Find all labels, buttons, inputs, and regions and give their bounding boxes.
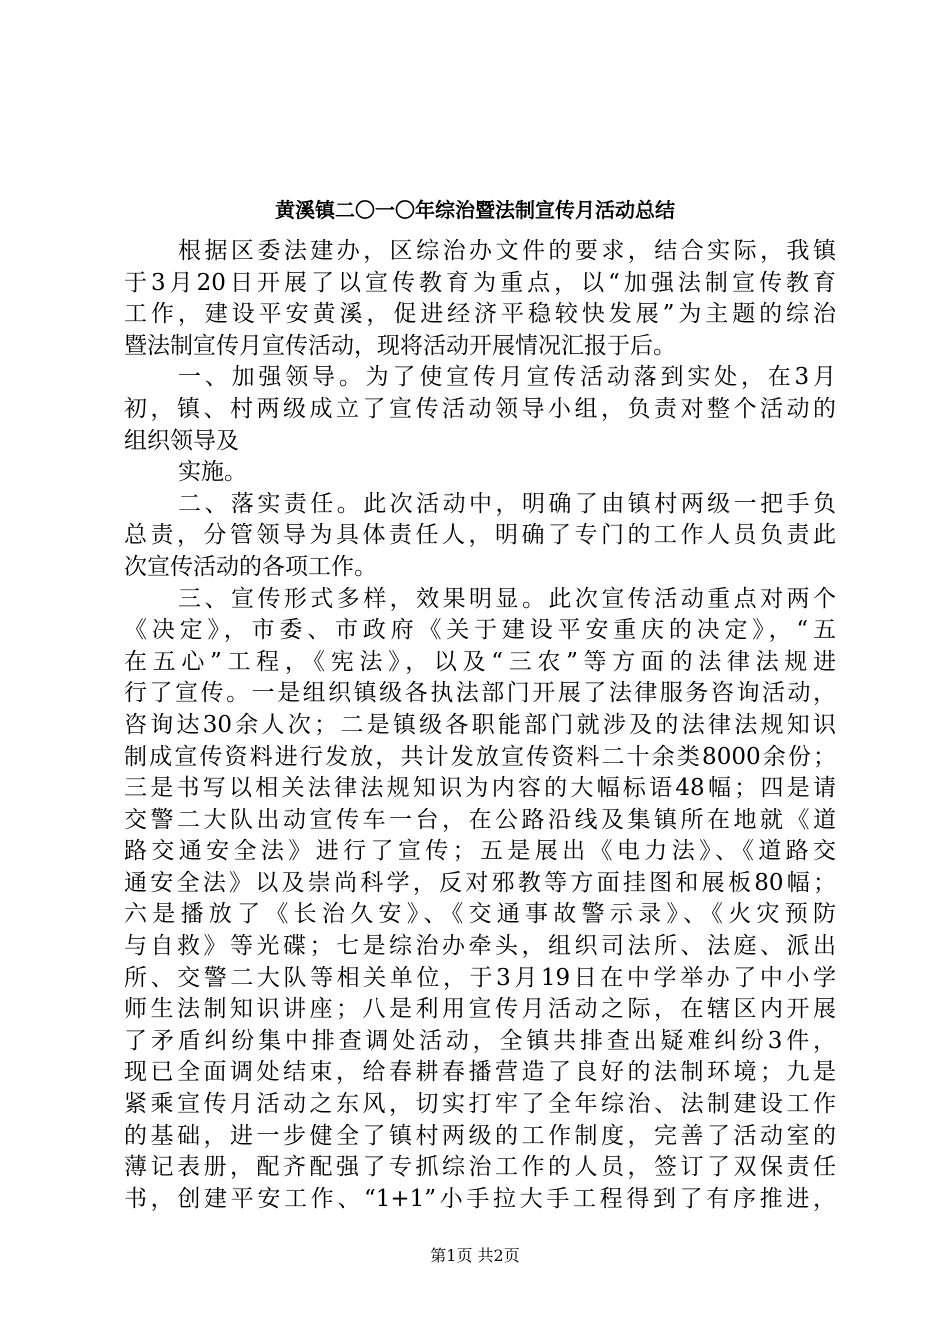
text-line: 路交通安全法》进行了宣传；五是展出《电力法》、《道路交 (124, 838, 836, 865)
text-line: 所、交警二大队等相关单位，于3月19日在中学举办了中小学 (124, 964, 836, 991)
text-line: 总责，分管领导为具体责任人，明确了专门的工作人员负责此 (124, 522, 836, 549)
text-line: 行了宣传。一是组织镇级各执法部门开展了法律服务咨询活动， (124, 680, 836, 707)
text-line: 了矛盾纠纷集中排查调处活动，全镇共排查出疑难纠纷3件， (124, 1027, 836, 1054)
text-line: 次宣传活动的各项工作。 (124, 553, 377, 580)
text-line: 实施。 (178, 459, 247, 486)
text-line: 的基础，进一步健全了镇村两级的工作制度，完善了活动室的 (124, 1122, 836, 1149)
text-line: 与自救》等光碟；七是综治办牵头，组织司法所、法庭、派出 (124, 933, 836, 960)
document-body (124, 236, 836, 1215)
text-line: 咨询达30余人次；二是镇级各职能部门就涉及的法律法规知识 (124, 711, 836, 738)
text-line: 交警二大队出动宣传车一台，在公路沿线及集镇所在地就《道 (124, 806, 836, 833)
text-line: 暨法制宣传月宣传活动，现将活动开展情况汇报于后。 (124, 332, 676, 359)
text-line: 三是书写以相关法律法规知识为内容的大幅标语48幅；四是请 (124, 775, 836, 802)
page-footer: 第1页 共2页 (430, 1246, 520, 1265)
text-line: 工作，建设平安黄溪，促进经济平稳较快发展”为主题的综治 (124, 301, 836, 328)
text-line: 《决定》，市委、市政府《关于建设平安重庆的决定》，“五 (124, 617, 836, 644)
text-line: 现已全面调处结束，给春耕春播营造了良好的法制环境；九是 (124, 1059, 836, 1086)
document-title: 黄溪镇二〇一〇年综治暨法制宣传月活动总结 (275, 198, 675, 222)
text-line: 在五心”工程，《宪法》，以及“三农”等方面的法律法规进 (124, 648, 836, 675)
text-line: 师生法制知识讲座；八是利用宣传月活动之际，在辖区内开展 (124, 996, 836, 1023)
text-line: 初，镇、村两级成立了宣传活动领导小组，负责对整个活动的 (124, 395, 836, 422)
text-line: 六是播放了《长治久安》、《交通事故警示录》、《火灾预防 (124, 901, 836, 928)
text-line: 紧乘宣传月活动之东风，切实打牢了全年综治、法制建设工作 (124, 1091, 836, 1118)
text-line: 组织领导及 (124, 427, 239, 454)
text-line: 制成宣传资料进行发放，共计发放宣传资料二十余类8000余份； (124, 743, 836, 770)
text-line: 通安全法》以及崇尚科学，反对邪教等方面挂图和展板80幅； (124, 869, 836, 896)
text-line: 于3月20日开展了以宣传教育为重点，以“加强法制宣传教育 (124, 269, 836, 296)
text-line: 三、宣传形式多样，效果明显。此次宣传活动重点对两个 (178, 585, 836, 612)
text-line: 二、落实责任。此次活动中，明确了由镇村两级一把手负 (178, 490, 836, 517)
text-line: 薄记表册，配齐配强了专抓综治工作的人员，签订了双保责任 (124, 1154, 836, 1181)
text-line: 书，创建平安工作、“1+1”小手拉大手工程得到了有序推进， (124, 1185, 836, 1212)
text-line: 根据区委法建办，区综治办文件的要求，结合实际，我镇 (178, 238, 836, 264)
text-line: 一、加强领导。为了使宣传月宣传活动落到实处，在3月 (178, 364, 836, 391)
